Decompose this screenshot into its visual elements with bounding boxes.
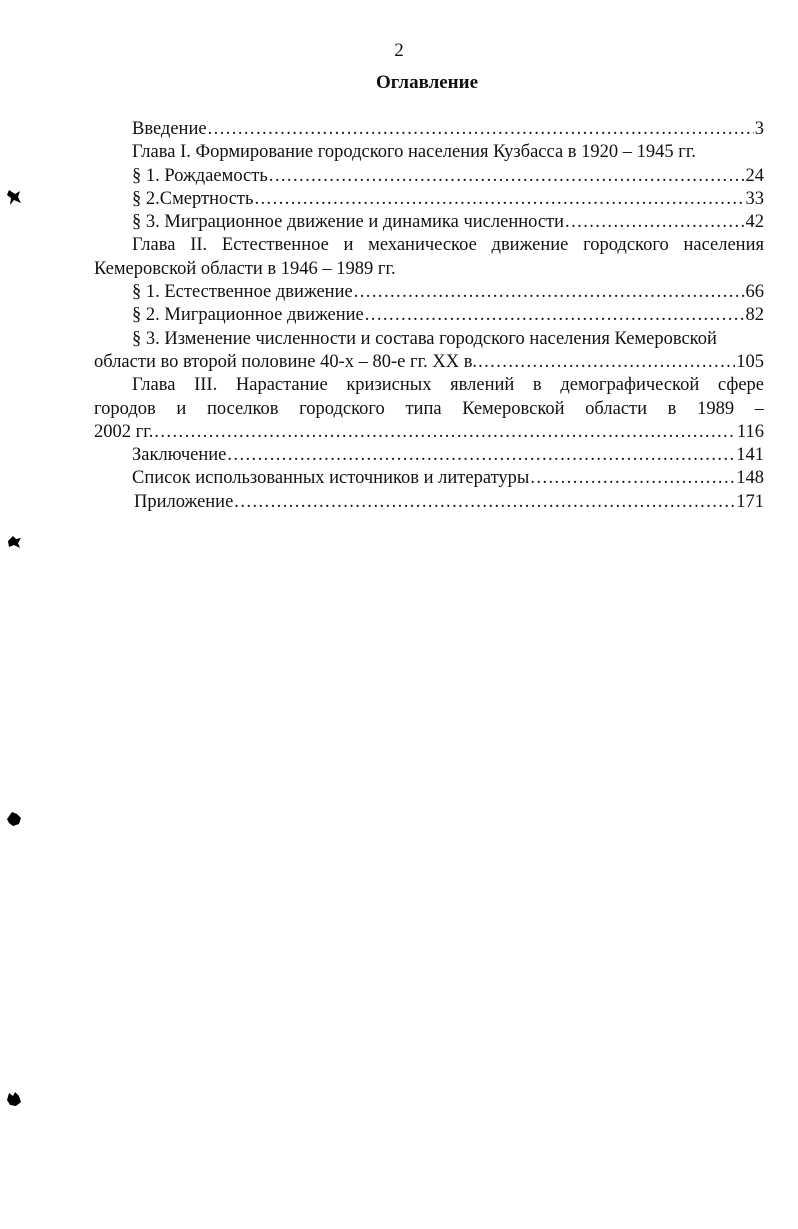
toc-entry-label: Приложение [134,491,234,512]
page-number: 2 [394,40,404,61]
toc-entry-label: Заключение [132,445,227,466]
toc-page-number: 171 [736,491,764,512]
toc-entry-label-line-1: Глава III. Нарастание кризисных явлений в демографической сфере [132,375,764,396]
page-title: Оглавление [375,72,479,93]
table-of-contents [94,118,764,514]
toc-entry-label: § 3. Миграционное движение и динамика численности [132,212,565,233]
toc-page-number: 3 [754,119,764,139]
toc-entry-introduction[interactable] [94,118,764,141]
dot-leader [208,118,754,141]
toc-entry-label: § 2.Смертность [132,188,254,209]
toc-entry-ch2-section-3[interactable] [94,328,764,375]
toc-page-number: 148 [736,468,764,489]
punch-hole-mark-icon [6,533,22,551]
punch-hole-mark-icon [6,810,22,828]
toc-entry-label: Глава I. Формирование городского населения Кузбасса в 1920 – 1945 гг. [132,142,696,163]
toc-entry-ch1-section-2[interactable] [94,188,764,211]
toc-entry-chapter-2[interactable] [94,234,764,281]
toc-entry-label-line-2: области во второй половине 40-х – 80-е гг. XX в. [94,351,478,372]
toc-page-number: 24 [745,165,764,186]
toc-entry-chapter-1[interactable] [94,141,764,164]
toc-entry-label-line-3: 2002 гг. [94,421,154,442]
toc-entry-ch1-section-3[interactable] [94,211,764,234]
dot-leader [478,351,735,374]
toc-entry-label-line-2: Кемеровской области в 1946 – 1989 гг. [94,258,396,279]
toc-page-number: 33 [745,188,764,209]
toc-entry-label-line-2: городов и поселков городского типа Кемеровской области в 1989 – [94,398,764,419]
toc-entry-label: Список использованных источников и литературы [132,468,530,489]
toc-entry-label: § 1. Естественное движение [132,282,353,303]
toc-page-number: 66 [745,282,764,303]
toc-entry-label: § 1. Рождаемость [132,165,268,186]
dot-leader [269,165,745,188]
toc-entry-ch1-section-1[interactable] [94,165,764,188]
toc-page-number: 141 [736,445,764,466]
toc-entry-chapter-3[interactable] [94,374,764,444]
dot-leader [254,188,744,211]
dot-leader [565,211,744,234]
toc-entry-label: Введение [132,119,207,139]
dot-leader [234,491,735,514]
toc-entry-sources[interactable] [94,467,764,490]
dot-leader [530,467,735,490]
toc-entry-ch2-section-2[interactable] [94,304,764,327]
toc-page-number: 116 [736,421,764,442]
toc-page-number: 105 [736,351,764,372]
toc-entry-conclusion[interactable] [94,444,764,467]
toc-entry-ch2-section-1[interactable] [94,281,764,304]
toc-entry-label: § 2. Миграционное движение [132,305,364,326]
punch-hole-mark-icon [6,1090,22,1108]
toc-entry-last-line [94,351,764,374]
dot-leader [354,281,745,304]
toc-page-number: 82 [745,305,764,326]
toc-entry-label-line-1: Глава II. Естественное и механическое движение городского населения [132,235,764,256]
dot-leader [365,304,745,327]
toc-entry-last-line [94,421,764,444]
dot-leader [227,444,735,467]
punch-hole-mark-icon [6,188,22,206]
toc-page-number: 42 [745,212,764,233]
toc-entry-appendix[interactable] [94,491,764,514]
dot-leader [154,421,736,444]
toc-entry-label-line-1: § 3. Изменение численности и состава городского населения Кемеровской [132,328,717,349]
